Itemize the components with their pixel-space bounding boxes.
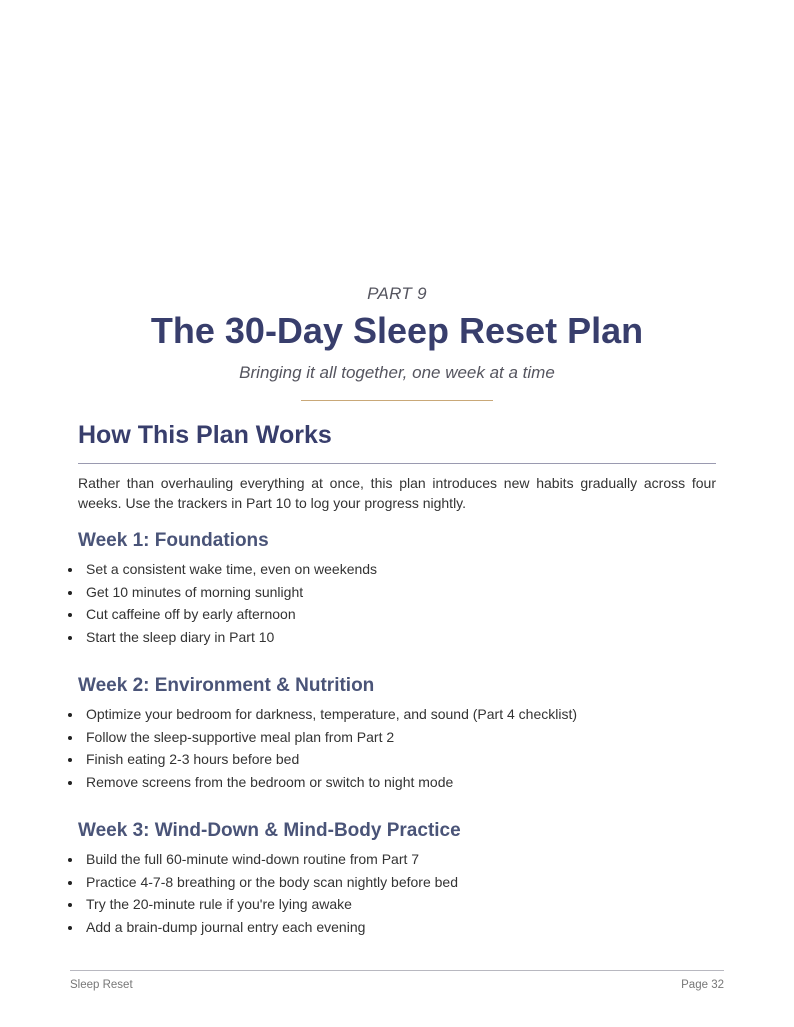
list-item xyxy=(66,603,377,626)
bullet-icon xyxy=(68,591,72,595)
bullet-icon xyxy=(68,858,72,862)
bullet-icon xyxy=(68,613,72,617)
list-item xyxy=(66,916,458,939)
week-list xyxy=(66,703,577,794)
week-heading: Week 3: Wind-Down & Mind-Body Practice xyxy=(78,820,461,841)
bullet-icon xyxy=(68,758,72,762)
list-item xyxy=(66,703,577,726)
list-item xyxy=(66,748,577,771)
list-item-text: Cut caffeine off by early afternoon xyxy=(86,606,296,623)
bullet-icon xyxy=(68,568,72,572)
bullet-icon xyxy=(68,903,72,907)
page-number: Page 32 xyxy=(681,979,724,991)
list-item-text: Add a brain-dump journal entry each evening xyxy=(86,919,366,936)
section-divider xyxy=(78,463,716,464)
bullet-icon xyxy=(68,881,72,885)
week-heading: Week 2: Environment & Nutrition xyxy=(78,675,375,696)
list-item-text: Start the sleep diary in Part 10 xyxy=(86,629,275,646)
part-label: PART 9 xyxy=(367,284,427,303)
section-intro: Rather than overhauling everything at once, this plan introduces new habits gradually across four weeks. Use the trackers in Part 10 to log your progress nightly. xyxy=(78,475,716,511)
list-item xyxy=(66,848,458,871)
list-item xyxy=(66,893,458,916)
list-item xyxy=(66,581,377,604)
list-item xyxy=(66,771,577,794)
list-item-text: Try the 20-minute rule if you're lying awake xyxy=(86,896,352,913)
bullet-icon xyxy=(68,736,72,740)
list-item xyxy=(66,558,377,581)
title-divider xyxy=(301,400,493,401)
list-item xyxy=(66,626,377,649)
list-item-text: Practice 4-7-8 breathing or the body scan nightly before bed xyxy=(86,873,459,890)
list-item-text: Follow the sleep-supportive meal plan from Part 2 xyxy=(86,728,395,745)
week-heading: Week 1: Foundations xyxy=(78,530,269,551)
list-item xyxy=(66,871,458,894)
week-list xyxy=(66,848,458,939)
section-heading: How This Plan Works xyxy=(78,421,332,449)
footer-title: Sleep Reset xyxy=(70,979,133,991)
bullet-icon xyxy=(68,713,72,717)
list-item-text: Finish eating 2-3 hours before bed xyxy=(86,751,300,768)
list-item-text: Remove screens from the bedroom or switch to night mode xyxy=(86,774,454,791)
list-item-text: Get 10 minutes of morning sunlight xyxy=(86,583,304,600)
week-list xyxy=(66,558,377,649)
bullet-icon xyxy=(68,926,72,930)
bullet-icon xyxy=(68,636,72,640)
list-item-text: Build the full 60-minute wind-down routine from Part 7 xyxy=(86,851,420,867)
page-title: The 30-Day Sleep Reset Plan xyxy=(150,310,644,351)
list-item-text: Optimize your bedroom for darkness, temperature, and sound (Part 4 checklist) xyxy=(86,706,577,722)
list-item-text: Set a consistent wake time, even on weekends xyxy=(86,561,378,577)
list-item xyxy=(66,726,577,749)
bullet-icon xyxy=(68,781,72,785)
page-subtitle: Bringing it all together, one week at a time xyxy=(239,363,555,382)
footer-divider xyxy=(70,970,724,971)
